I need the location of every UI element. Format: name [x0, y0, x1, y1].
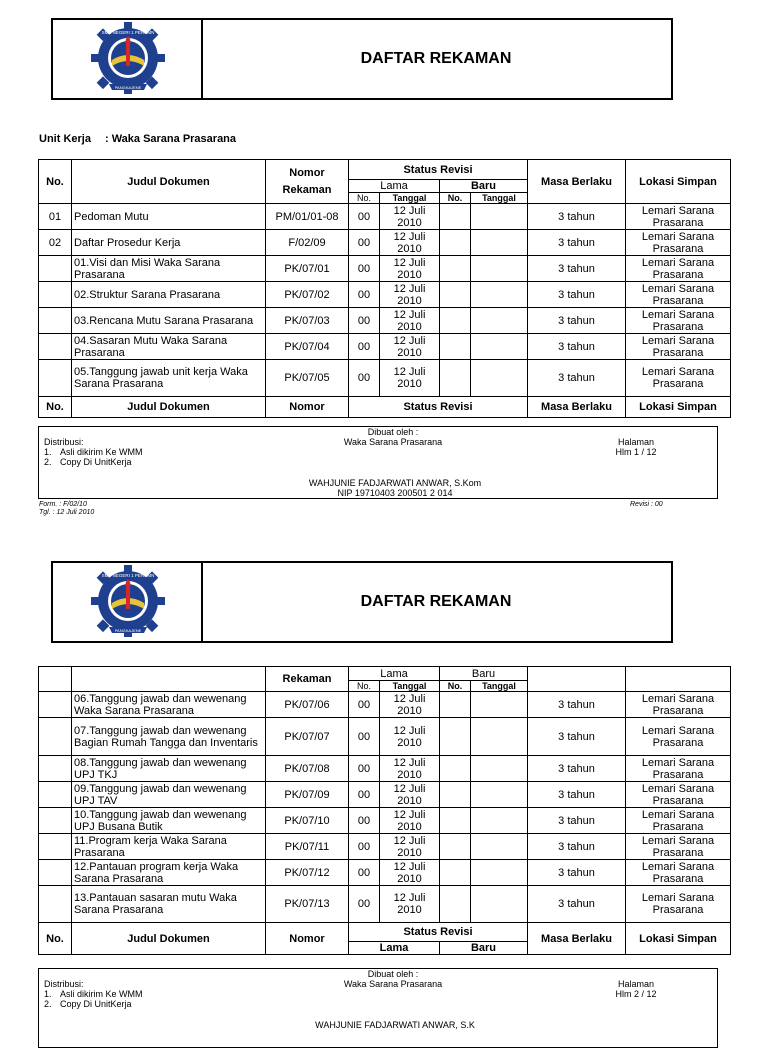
cell-nomor: PK/07/05 [266, 360, 349, 397]
cell-masa: 3 tahun [528, 692, 626, 718]
header-box [51, 18, 673, 100]
cell-judul: 08.Tanggung jawab dan wewenang UPJ TKJ [72, 756, 266, 782]
foot-col-no: No. [39, 397, 72, 418]
cell-baru-tanggal [471, 334, 528, 360]
cell-baru-tanggal [471, 834, 528, 860]
col-baru: Baru [440, 667, 528, 681]
table-row [39, 834, 731, 860]
cell-masa: 3 tahun [528, 860, 626, 886]
cell-tanggal: 12 Juli 2010 [380, 782, 440, 808]
footer-box-page-1 [38, 426, 718, 499]
col-lama-tanggal: Tanggal [380, 193, 440, 204]
col-lokasi-blank [626, 667, 731, 692]
cell-rev-no: 00 [349, 808, 380, 834]
cell-tanggal: 12 Juli 2010 [380, 308, 440, 334]
table-row [39, 718, 731, 756]
cell-no [39, 718, 72, 756]
cell-no [39, 360, 72, 397]
cell-judul: 12.Pantauan program kerja Waka Sarana Prasarana [72, 860, 266, 886]
table-row [39, 860, 731, 886]
col-lama: Lama [349, 180, 440, 193]
page-number: Halaman Hlm 2 / 12 [615, 979, 657, 999]
cell-tanggal: 12 Juli 2010 [380, 256, 440, 282]
table-row [39, 282, 731, 308]
cell-masa: 3 tahun [528, 360, 626, 397]
cell-judul: Daftar Prosedur Kerja [72, 230, 266, 256]
cell-lokasi: Lemari Sarana Prasarana [626, 834, 731, 860]
cell-nomor: PK/07/07 [266, 718, 349, 756]
made-by: Dibuat oleh : Waka Sarana Prasarana [343, 427, 443, 447]
cell-judul: 06.Tanggung jawab dan wewenang Waka Sarana Prasarana [72, 692, 266, 718]
cell-lokasi: Lemari Sarana Prasarana [626, 756, 731, 782]
cell-rev-no: 00 [349, 692, 380, 718]
foot-col-lokasi: Lokasi Simpan [626, 923, 731, 955]
cell-no [39, 692, 72, 718]
table-row [39, 692, 731, 718]
svg-text:SMK NEGERI 1 PERUMN: SMK NEGERI 1 PERUMN [101, 30, 155, 35]
col-lama: Lama [349, 667, 440, 681]
cell-rev-no: 00 [349, 834, 380, 860]
cell-lokasi: Lemari Sarana Prasarana [626, 308, 731, 334]
cell-baru-tanggal [471, 692, 528, 718]
cell-baru-no [440, 360, 471, 397]
cell-baru-no [440, 204, 471, 230]
cell-masa: 3 tahun [528, 256, 626, 282]
cell-nomor: PK/07/10 [266, 808, 349, 834]
cell-no [39, 834, 72, 860]
cell-baru-no [440, 782, 471, 808]
cell-masa: 3 tahun [528, 308, 626, 334]
cell-tanggal: 12 Juli 2010 [380, 692, 440, 718]
cell-baru-tanggal [471, 360, 528, 397]
signature-block: WAHJUNIE FADJARWATI ANWAR, S.Kom NIP 19710403 200501 2 014 [308, 478, 482, 498]
footer-box-page-2 [38, 968, 718, 1048]
col-masa-blank [528, 667, 626, 692]
distribution: Distribusi: 1. Asli dikirim Ke WMM 2. Copy Di UnitKerja [44, 979, 143, 1009]
cell-masa: 3 tahun [528, 230, 626, 256]
cell-nomor: PK/07/06 [266, 692, 349, 718]
cell-no [39, 756, 72, 782]
cell-masa: 3 tahun [528, 782, 626, 808]
signature-block: WAHJUNIE FADJARWATI ANWAR, S.K [315, 1020, 475, 1030]
distribution: Distribusi: 1. Asli dikirim Ke WMM 2. Copy Di UnitKerja [44, 437, 143, 467]
cell-masa: 3 tahun [528, 334, 626, 360]
cell-baru-no [440, 756, 471, 782]
col-lama-no: No. [349, 681, 380, 692]
cell-judul: 13.Pantauan sasaran mutu Waka Sarana Prasarana [72, 886, 266, 923]
col-judul-blank [72, 667, 266, 692]
cell-nomor: PK/07/09 [266, 782, 349, 808]
cell-tanggal: 12 Juli 2010 [380, 834, 440, 860]
foot-col-no: No. [39, 923, 72, 955]
form-note: Form. : F/02/10 Tgl. : 12 Juli 2010 [39, 501, 95, 516]
cell-rev-no: 00 [349, 308, 380, 334]
cell-rev-no: 00 [349, 718, 380, 756]
col-rekaman: Rekaman [266, 667, 349, 692]
cell-judul: Pedoman Mutu [72, 204, 266, 230]
col-baru-tanggal: Tanggal [471, 193, 528, 204]
col-nomor: Nomor Rekaman [266, 160, 349, 204]
unit-label: Unit Kerja [39, 133, 91, 145]
cell-lokasi: Lemari Sarana Prasarana [626, 282, 731, 308]
cell-masa: 3 tahun [528, 834, 626, 860]
foot-col-lokasi: Lokasi Simpan [626, 397, 731, 418]
cell-rev-no: 00 [349, 282, 380, 308]
cell-judul: 03.Rencana Mutu Sarana Prasarana [72, 308, 266, 334]
cell-baru-tanggal [471, 256, 528, 282]
cell-judul: 05.Tanggung jawab unit kerja Waka Sarana Prasarana [72, 360, 266, 397]
records-table-page-1 [38, 159, 731, 418]
cell-lokasi: Lemari Sarana Prasarana [626, 782, 731, 808]
cell-lokasi: Lemari Sarana Prasarana [626, 360, 731, 397]
revision-note: Revisi : 00 [630, 501, 663, 508]
cell-nomor: PK/07/01 [266, 256, 349, 282]
cell-baru-tanggal [471, 718, 528, 756]
cell-judul: 04.Sasaran Mutu Waka Sarana Prasarana [72, 334, 266, 360]
cell-baru-tanggal [471, 886, 528, 923]
logo-cell [53, 20, 203, 98]
foot-col-nomor: Nomor [266, 397, 349, 418]
cell-no: 02 [39, 230, 72, 256]
cell-nomor: PM/01/01-08 [266, 204, 349, 230]
table-row [39, 204, 731, 230]
cell-masa: 3 tahun [528, 886, 626, 923]
col-masa: Masa Berlaku [528, 160, 626, 204]
cell-tanggal: 12 Juli 2010 [380, 204, 440, 230]
cell-baru-no [440, 834, 471, 860]
cell-tanggal: 12 Juli 2010 [380, 334, 440, 360]
cell-baru-tanggal [471, 308, 528, 334]
cell-baru-no [440, 808, 471, 834]
cell-masa: 3 tahun [528, 808, 626, 834]
cell-judul: 02.Struktur Sarana Prasarana [72, 282, 266, 308]
col-lokasi: Lokasi Simpan [626, 160, 731, 204]
cell-tanggal: 12 Juli 2010 [380, 886, 440, 923]
cell-judul: 07.Tanggung jawab dan wewenang Bagian Rumah Tangga dan Inventaris [72, 718, 266, 756]
cell-judul: 09.Tanggung jawab dan wewenang UPJ TAV [72, 782, 266, 808]
cell-tanggal: 12 Juli 2010 [380, 230, 440, 256]
cell-judul: 11.Program kerja Waka Sarana Prasarana [72, 834, 266, 860]
foot-col-lama: Lama [349, 942, 440, 955]
page-number: Halaman Hlm 1 / 12 [615, 437, 657, 457]
col-baru-no: No. [440, 681, 471, 692]
cell-nomor: PK/07/02 [266, 282, 349, 308]
cell-no [39, 782, 72, 808]
col-no: No. [39, 160, 72, 204]
foot-col-status: Status Revisi [349, 923, 528, 942]
cell-tanggal: 12 Juli 2010 [380, 282, 440, 308]
cell-tanggal: 12 Juli 2010 [380, 808, 440, 834]
cell-baru-tanggal [471, 782, 528, 808]
made-by: Dibuat oleh : Waka Sarana Prasarana [343, 969, 443, 989]
cell-baru-no [440, 886, 471, 923]
cell-lokasi: Lemari Sarana Prasarana [626, 692, 731, 718]
col-lama-no: No. [349, 193, 380, 204]
cell-no [39, 282, 72, 308]
cell-tanggal: 12 Juli 2010 [380, 860, 440, 886]
records-table-page-2 [38, 666, 731, 955]
cell-lokasi: Lemari Sarana Prasarana [626, 256, 731, 282]
cell-masa: 3 tahun [528, 282, 626, 308]
cell-nomor: PK/07/03 [266, 308, 349, 334]
cell-masa: 3 tahun [528, 756, 626, 782]
table-row [39, 308, 731, 334]
cell-baru-tanggal [471, 756, 528, 782]
cell-rev-no: 00 [349, 860, 380, 886]
foot-col-masa: Masa Berlaku [528, 397, 626, 418]
table-row [39, 886, 731, 923]
cell-lokasi: Lemari Sarana Prasarana [626, 860, 731, 886]
col-lama-tanggal: Tanggal [380, 681, 440, 692]
svg-text:SMK NEGERI 1 PERUMN: SMK NEGERI 1 PERUMN [101, 573, 155, 578]
cell-lokasi: Lemari Sarana Prasarana [626, 886, 731, 923]
cell-no [39, 860, 72, 886]
cell-lokasi: Lemari Sarana Prasarana [626, 718, 731, 756]
school-logo [87, 20, 169, 100]
cell-no [39, 308, 72, 334]
cell-tanggal: 12 Juli 2010 [380, 756, 440, 782]
col-judul: Judul Dokumen [72, 160, 266, 204]
foot-col-status: Status Revisi [349, 397, 528, 418]
foot-col-masa: Masa Berlaku [528, 923, 626, 955]
col-baru-no: No. [440, 193, 471, 204]
cell-rev-no: 00 [349, 360, 380, 397]
cell-lokasi: Lemari Sarana Prasarana [626, 334, 731, 360]
document-title: DAFTAR REKAMAN [360, 50, 512, 67]
cell-judul: 10.Tanggung jawab dan wewenang UPJ Busana Butik [72, 808, 266, 834]
table-row [39, 230, 731, 256]
cell-nomor: PK/07/04 [266, 334, 349, 360]
cell-rev-no: 00 [349, 334, 380, 360]
cell-no: 01 [39, 204, 72, 230]
cell-tanggal: 12 Juli 2010 [380, 360, 440, 397]
cell-baru-tanggal [471, 204, 528, 230]
cell-rev-no: 00 [349, 782, 380, 808]
col-no-blank [39, 667, 72, 692]
cell-nomor: PK/07/12 [266, 860, 349, 886]
cell-nomor: PK/07/13 [266, 886, 349, 923]
cell-baru-no [440, 334, 471, 360]
cell-no [39, 808, 72, 834]
cell-masa: 3 tahun [528, 204, 626, 230]
cell-baru-no [440, 256, 471, 282]
school-logo [87, 563, 169, 643]
table-row [39, 256, 731, 282]
cell-lokasi: Lemari Sarana Prasarana [626, 204, 731, 230]
col-baru-tanggal: Tanggal [471, 681, 528, 692]
cell-rev-no: 00 [349, 886, 380, 923]
cell-no [39, 886, 72, 923]
cell-masa: 3 tahun [528, 718, 626, 756]
cell-baru-no [440, 692, 471, 718]
cell-baru-tanggal [471, 230, 528, 256]
cell-rev-no: 00 [349, 230, 380, 256]
cell-rev-no: 00 [349, 756, 380, 782]
table-row [39, 360, 731, 397]
svg-text:PANGKAJENE: PANGKAJENE [114, 628, 142, 633]
cell-rev-no: 00 [349, 256, 380, 282]
foot-col-baru: Baru [440, 942, 528, 955]
unit-value: : Waka Sarana Prasarana [104, 133, 237, 145]
unit-kerja [39, 133, 236, 145]
cell-baru-tanggal [471, 808, 528, 834]
table-row [39, 782, 731, 808]
header-box-page-2 [51, 561, 673, 643]
logo-cell [53, 563, 203, 641]
table-row [39, 756, 731, 782]
foot-col-nomor: Nomor [266, 923, 349, 955]
cell-nomor: F/02/09 [266, 230, 349, 256]
document-title: DAFTAR REKAMAN [360, 593, 512, 610]
cell-baru-tanggal [471, 860, 528, 886]
cell-nomor: PK/07/08 [266, 756, 349, 782]
cell-baru-no [440, 308, 471, 334]
cell-lokasi: Lemari Sarana Prasarana [626, 808, 731, 834]
foot-col-judul: Judul Dokumen [72, 397, 266, 418]
cell-lokasi: Lemari Sarana Prasarana [626, 230, 731, 256]
cell-tanggal: 12 Juli 2010 [380, 718, 440, 756]
table-row [39, 334, 731, 360]
cell-baru-tanggal [471, 282, 528, 308]
foot-col-judul: Judul Dokumen [72, 923, 266, 955]
col-status-revisi: Status Revisi [349, 160, 528, 180]
svg-text:PANGKAJENE: PANGKAJENE [114, 85, 142, 90]
cell-no [39, 256, 72, 282]
cell-judul: 01.Visi dan Misi Waka Sarana Prasarana [72, 256, 266, 282]
cell-baru-no [440, 718, 471, 756]
cell-nomor: PK/07/11 [266, 834, 349, 860]
table-row [39, 808, 731, 834]
cell-baru-no [440, 282, 471, 308]
cell-baru-no [440, 230, 471, 256]
cell-baru-no [440, 860, 471, 886]
col-baru: Baru [440, 180, 528, 193]
cell-rev-no: 00 [349, 204, 380, 230]
cell-no [39, 334, 72, 360]
